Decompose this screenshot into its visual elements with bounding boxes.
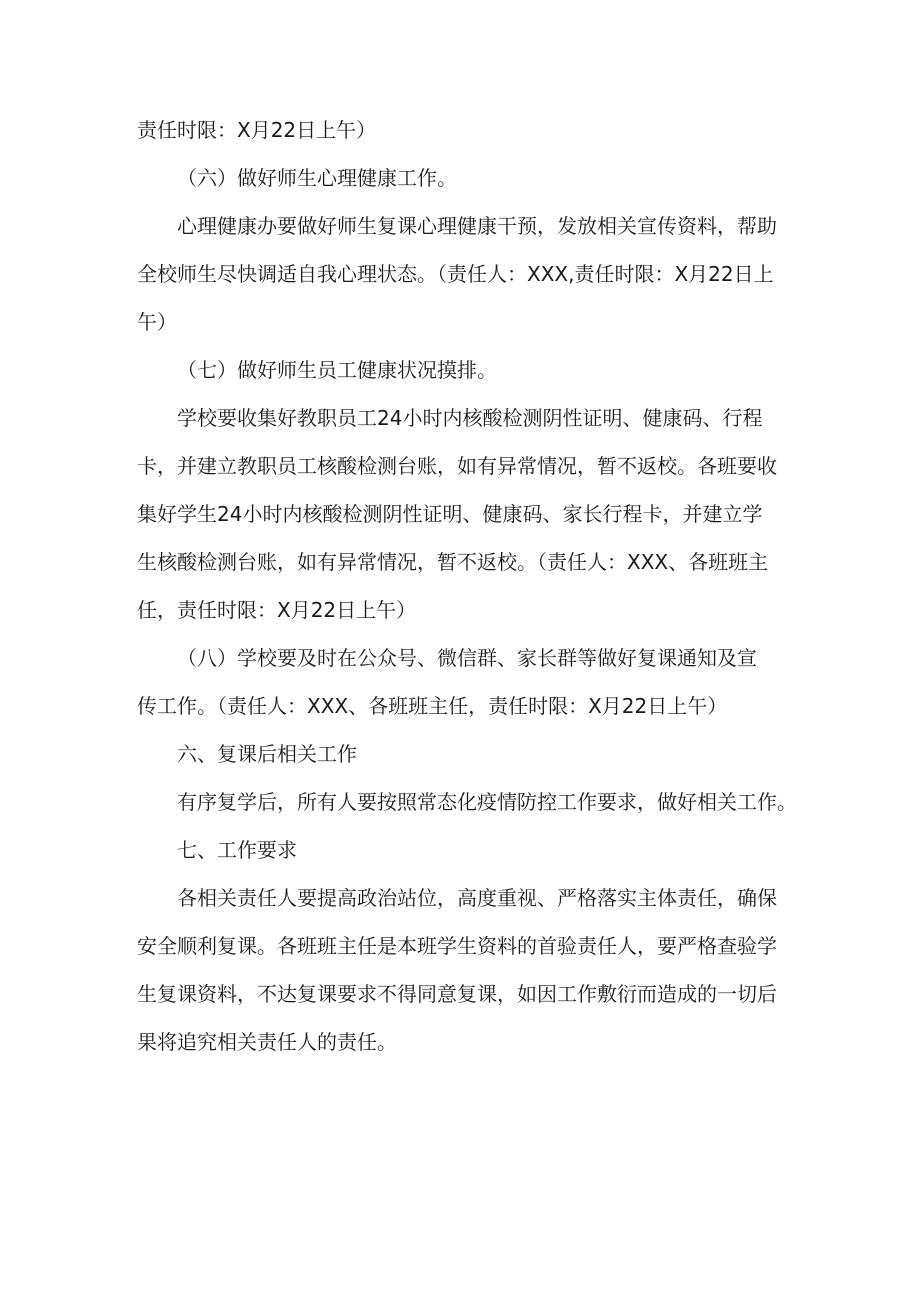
text-line: 午）: [137, 310, 177, 334]
text-line: 生复课资料，不达复课要求不得同意复课，如因工作敷衍而造成的一切后: [137, 982, 777, 1006]
text-line: 有序复学后，所有人要按照常态化疫情防控工作要求，做好相关工作。: [177, 790, 797, 814]
text-line: 学校要收集好教职员工24小时内核酸检测阴性证明、健康码、行程: [177, 406, 763, 430]
text-line: 生核酸检测台账，如有异常情况，暂不返校。（责任人：XXX、各班班主: [137, 550, 769, 574]
section-heading: （六）做好师生心理健康工作。: [177, 166, 457, 190]
text-line: 任，责任时限：X月22日上午）: [137, 598, 417, 622]
text-line: 集好学生24小时内核酸检测阴性证明、健康码、家长行程卡，并建立学: [137, 502, 763, 526]
text-line: 各相关责任人要提高政治站位，高度重视、严格落实主体责任，确保: [177, 886, 777, 910]
text-line: 果将追究相关责任人的责任。: [137, 1030, 397, 1054]
text-line: 传工作。（责任人：XXX、各班班主任，责任时限：X月22日上午）: [137, 694, 728, 718]
section-heading: 六、复课后相关工作: [177, 742, 357, 766]
text-line: 责任时限：X月22日上午）: [137, 118, 377, 142]
section-heading: 七、工作要求: [177, 838, 297, 862]
section-heading: （八）学校要及时在公众号、微信群、家长群等做好复课通知及宣: [177, 646, 757, 670]
section-heading: （七）做好师生员工健康状况摸排。: [177, 358, 497, 382]
text-line: 卡，并建立教职员工核酸检测台账，如有异常情况，暂不返校。各班要收: [137, 454, 777, 478]
text-line: 心理健康办要做好师生复课心理健康干预，发放相关宣传资料，帮助: [177, 214, 777, 238]
text-line: 安全顺利复课。各班班主任是本班学生资料的首验责任人，要严格查验学: [137, 934, 777, 958]
text-line: 全校师生尽快调适自我心理状态。（责任人：XXX,责任时限：X月22日上: [137, 262, 774, 286]
